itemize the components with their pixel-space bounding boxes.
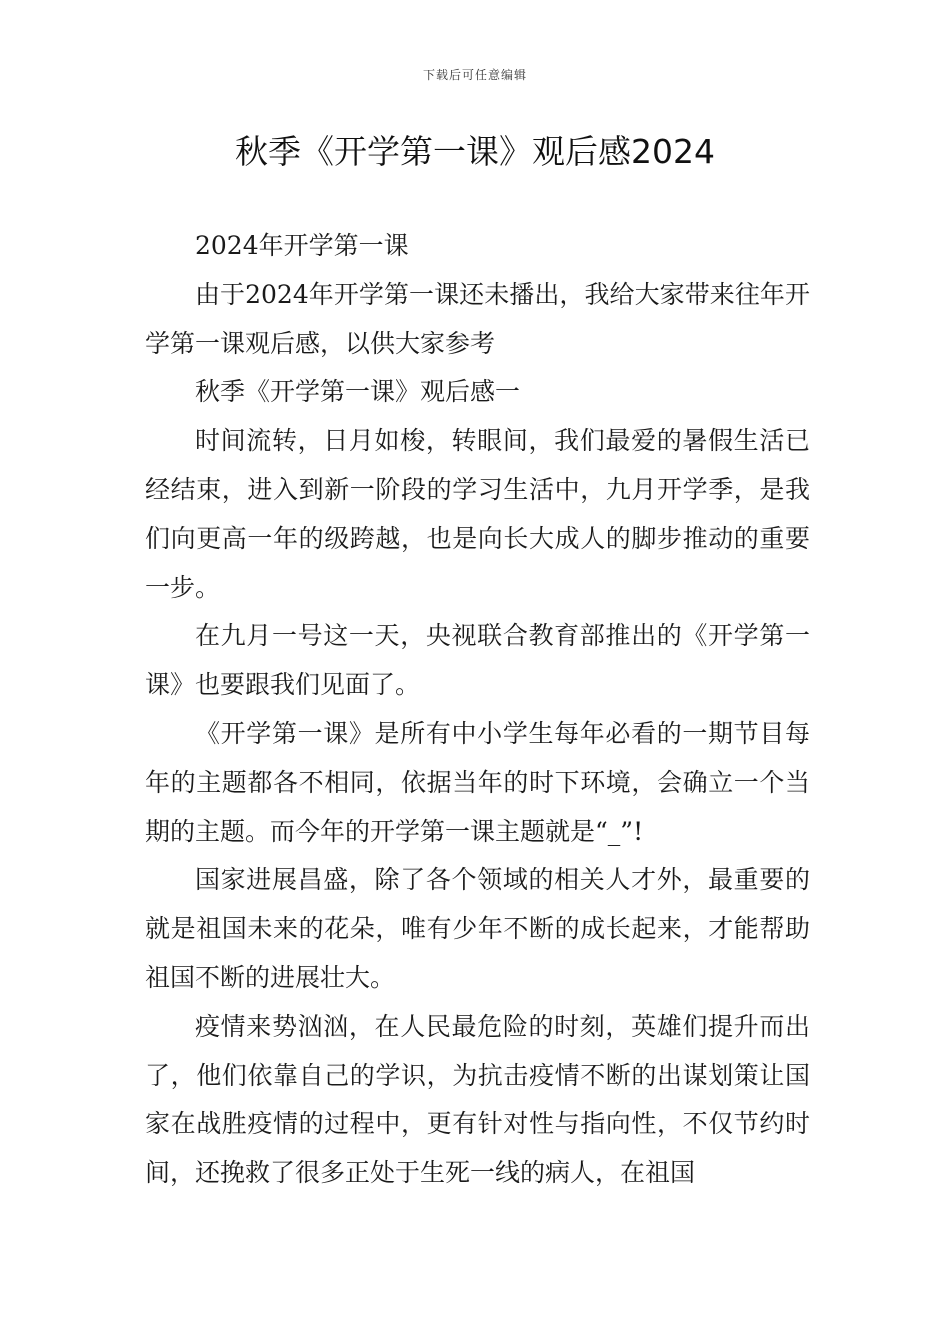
paragraph: 2024年开学第一课 [195, 231, 409, 260]
paragraph: 时间流转，日月如梭，转眼间，我们最爱的暑假生活已经结束，进入到新一阶段的学习生活中，九月开学季，是我们向更高一年的级跨越，也是向长大成人的脚步推动的重要一步。 [145, 426, 810, 602]
header-note: 下载后可任意编辑 [422, 68, 527, 82]
document-body [145, 222, 810, 1198]
document-title: 秋季《开学第一课》观后感2024 [235, 132, 715, 171]
paragraph: 疫情来势汹汹，在人民最危险的时刻，英雄们提升而出了，他们依靠自己的学识，为抗击疫情不断的出谋划策让国家在战胜疫情的过程中，更有针对性与指向性，不仅节约时间，还挽救了很多正处于生死一线的病人，在祖国 [145, 1011, 810, 1188]
paragraph: 国家进展昌盛，除了各个领域的相关人才外，最重要的就是祖国未来的花朵，唯有少年不断的成长起来，才能帮助祖国不断的进展壮大。 [145, 865, 810, 992]
paragraph: 在九月一号这一天，央视联合教育部推出的《开学第一课》也要跟我们见面了。 [145, 621, 810, 700]
paragraph: 秋季《开学第一课》观后感一 [195, 377, 521, 407]
paragraph: 由于2024年开学第一课还未播出，我给大家带来往年开学第一课观后感，以供大家参考 [145, 279, 810, 358]
paragraph: 《开学第一课》是所有中小学生每年必看的一期节目每年的主题都各不相同，依据当年的时下环境，会确立一个当期的主题。而今年的开学第一课主题就是“_”! [145, 718, 810, 846]
